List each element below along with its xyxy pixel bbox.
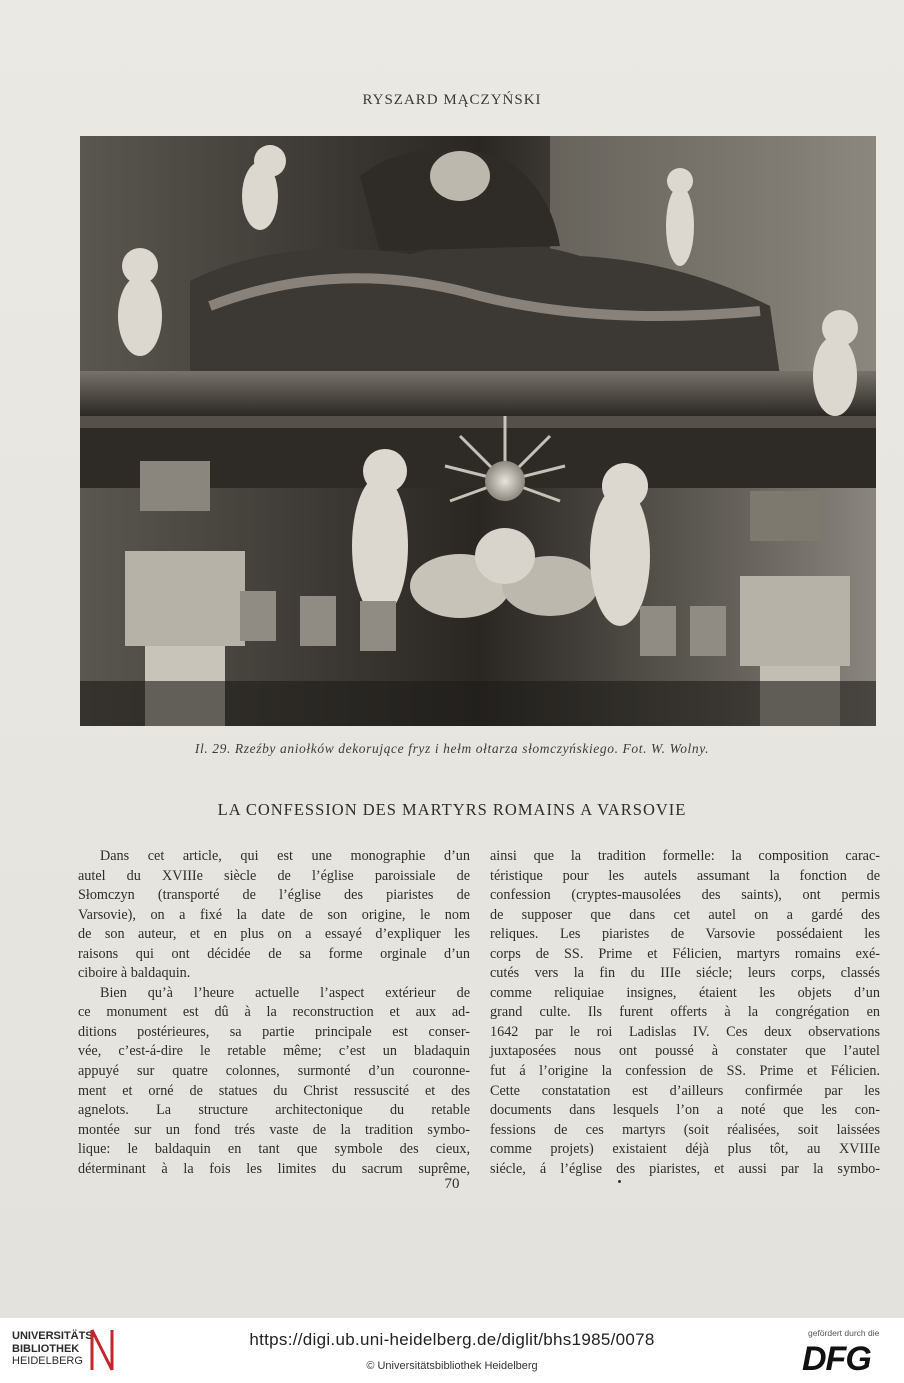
library-line-1: UNIVERSITÄTS- — [12, 1330, 97, 1342]
running-head: RYSZARD MĄCZYŃSKI — [362, 92, 542, 108]
library-line-2: BIBLIOTHEK — [12, 1342, 80, 1355]
text-line: 1642 par le roi Ladislas IV. Ces deux observations — [490, 1023, 880, 1040]
text-line: Varsovie), on a fixé la date de son origine, le nom — [78, 906, 470, 923]
text-line: cutés vers la fin du IIIe siécle; leurs corps, classés — [490, 965, 880, 982]
text-line: de son auteur, et en plus on a essayé d’expliquer les — [78, 926, 470, 943]
text-line: vée, c’est-á-dire le retable même; c’est un bladaquin — [78, 1043, 470, 1060]
text-line: documents dans lesquels l’on a noté que les con- — [490, 1102, 880, 1119]
copyright-notice: © Universitätsbibliothek Heidelberg — [366, 1360, 538, 1372]
right-column — [490, 847, 880, 1179]
text-line: ciboire à baldaquin. — [78, 965, 191, 982]
page-number: 70 — [444, 1176, 460, 1192]
figure-caption: Il. 29. Rzeźby aniołków dekorujące fryz i hełm ołtarza słomczyńskiego. Fot. W. Wolny. — [194, 741, 710, 756]
text-line: siécle, á l’église des piaristes, et aussi par la symbo- — [490, 1160, 880, 1177]
text-line: ce monument est dû à la reconstruction et aux ad- — [78, 1004, 470, 1021]
text-line: appuyé sur quatre colonnes, surmonté d’un couronne- — [78, 1063, 470, 1080]
text-line: fut á l’origine la confession de SS. Prime et Félicien. — [490, 1063, 880, 1080]
text-line: raisons qui ont décidée de sa forme orginale d’un — [78, 945, 470, 962]
text-line: comme projets) existaient déjà plus tôt, au XVIIIe — [490, 1141, 880, 1158]
text-line: Słomczyn (transporté de l’église des piaristes de — [78, 887, 470, 904]
funder-label: gefördert durch die — [808, 1328, 880, 1338]
text-line: comme reliquiae insignes, étaient les objets d’un — [490, 984, 880, 1001]
article-title: LA CONFESSION DES MARTYRS ROMAINS A VARSOVIE — [217, 800, 687, 819]
text-line: autel du XVIIIe siècle de l’église paroissiale de — [78, 867, 470, 884]
text-line: fessions de ces martyrs (soit réalisées, soit laissées — [490, 1121, 880, 1138]
left-column — [78, 847, 470, 1179]
text-line: Dans cet article, qui est une monographie d’un — [100, 848, 470, 864]
text-line: ainsi que la tradition formelle: la composition carac- — [490, 848, 880, 864]
text-line: lique: le baldaquin en tant que symbole des cieux, — [78, 1141, 470, 1158]
text-line: corps de SS. Prime et Félicien, martyrs romains exé- — [490, 945, 880, 962]
text-line: grand culte. Ils furent offerts à la congrégation en — [490, 1004, 880, 1021]
text-line: ment et orné de statues du Christ ressuscité et des — [78, 1082, 470, 1099]
altar-photograph — [80, 136, 876, 726]
text-line: téristique pour les autels assumant la fonction de — [490, 867, 880, 884]
altar-photo-illustration — [80, 136, 876, 726]
text-line: ditions postérieures, sa partie principale est conser- — [78, 1023, 470, 1040]
text-line: Bien qu’à l’heure actuelle l’aspect extérieur de — [100, 984, 470, 1001]
text-line: Cette constatation est d’ailleurs confirmée par les — [490, 1082, 880, 1099]
library-line-3: HEIDELBERG — [12, 1355, 83, 1367]
print-speck — [618, 1180, 621, 1183]
text-line: montée sur un fond trés vaste de la tradition symbo- — [78, 1121, 470, 1138]
dfg-logo: DFG — [802, 1340, 871, 1378]
text-line: juxtaposées nous ont poussé à constater que l’autel — [490, 1043, 880, 1060]
text-line: reliques. Les piaristes de Varsovie possédaient les — [490, 926, 880, 943]
text-line: agnelots. La structure architectonique du retable — [78, 1102, 470, 1119]
text-line: confession (cryptes-mausolées des saints), ont permis — [490, 887, 880, 904]
text-line: de supposer que dans cet autel on a gardé des — [490, 906, 880, 923]
permalink-url[interactable]: https://digi.ub.uni-heidelberg.de/diglit/bhs1985/0078 — [249, 1330, 655, 1349]
text-line: déterminant à la fois les limites du sacrum suprême, — [78, 1160, 470, 1177]
viewer-footer — [0, 1318, 904, 1383]
